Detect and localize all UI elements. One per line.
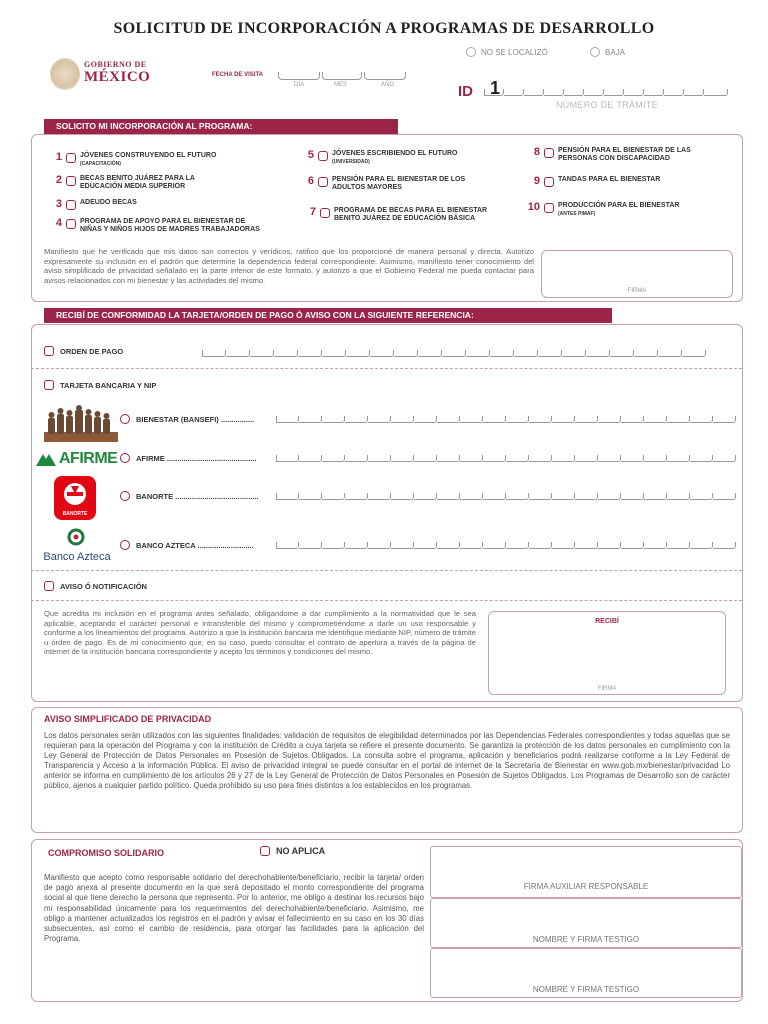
- firma-box-1[interactable]: [541, 250, 733, 298]
- program-8-checkbox[interactable]: [544, 148, 554, 158]
- no-aplica-label: NO APLICA: [276, 846, 326, 856]
- bank-azteca-radio[interactable]: [120, 540, 130, 550]
- baja-option[interactable]: [590, 47, 625, 57]
- bank-bienestar-radio[interactable]: [120, 414, 130, 424]
- bank-afirme-radio[interactable]: [120, 453, 130, 463]
- separator-2: [31, 570, 742, 571]
- program-2-label: BECAS BENITO JUÁREZ PARA LA: [80, 175, 195, 182]
- id-label: ID: [458, 83, 473, 100]
- program-8-label2: PERSONAS CON DISCAPACIDAD: [558, 155, 670, 162]
- no-aplica-checkbox[interactable]: [260, 846, 270, 856]
- program-9[interactable]: [528, 176, 660, 187]
- compromiso-title: COMPROMISO SOLIDARIO: [48, 848, 165, 858]
- bank-azteca-field[interactable]: [276, 542, 736, 549]
- recibi-label: RECIBÍ: [595, 618, 619, 625]
- bank-bienestar-field[interactable]: [276, 416, 736, 423]
- program-section-title: SOLICITO MI INCORPORACIÓN AL PROGRAMA:: [44, 119, 398, 134]
- program-8-label: PENSIÓN PARA EL BIENESTAR DE LAS: [558, 147, 691, 154]
- program-1-label: JÓVENES CONSTRUYENDO EL FUTURO: [80, 152, 217, 159]
- program-10-number: 10: [527, 201, 540, 213]
- logo-line2: MÉXICO: [84, 69, 151, 85]
- banco-azteca-logo: [36, 528, 118, 562]
- afirme-mark-icon: [36, 452, 56, 466]
- testigo-1-label: NOMBRE Y FIRMA TESTIGO: [532, 935, 640, 944]
- testigo-2-label: NOMBRE Y FIRMA TESTIGO: [532, 985, 640, 994]
- bank-banorte-radio[interactable]: [120, 491, 130, 501]
- bienestar-heroes-icon: [44, 404, 118, 442]
- bank-afirme-label: AFIRME ...........................................: [136, 453, 257, 463]
- program-4-label: PROGRAMA DE APOYO PARA EL BIENESTAR DE: [80, 218, 246, 225]
- afirme-logo: [36, 450, 118, 468]
- bank-bienestar-label: BIENESTAR (BANSEFI) ................: [136, 414, 255, 424]
- bank-banorte-option[interactable]: [120, 491, 259, 501]
- program-8-number: 8: [533, 146, 540, 158]
- no-localizo-radio[interactable]: [466, 47, 476, 57]
- bank-afirme-field[interactable]: [276, 455, 736, 462]
- program-2-number: 2: [55, 174, 62, 186]
- program-3[interactable]: [50, 199, 137, 210]
- program-5-checkbox[interactable]: [318, 151, 328, 161]
- bank-afirme-option[interactable]: [120, 453, 256, 463]
- id-value: 1: [490, 78, 501, 98]
- aviso-option[interactable]: [44, 581, 147, 591]
- program-4-label2: NIÑAS Y NIÑOS HIJOS DE MADRES TRABAJADORAS: [80, 226, 260, 233]
- program-1-checkbox[interactable]: [66, 153, 76, 163]
- banorte-mark-icon: [54, 476, 96, 512]
- consent-paragraph: Manifiesto que he verificado que mis datos son correctos y verídicos, ratifico que los proporcioné de manera personal y directa. Autorizo expresamente su inclusión en el padrón que determine la dependencia federal correspondiente. Asimismo, manifiesto tener conocimiento del aviso simplificado de privacidad señalado en la parte inferior de este formato, y autorizo a que el Gobierno Federal me pueda contactar para avisos relacionados con mi bienestar y las actividades del mismo.: [44, 247, 534, 285]
- firma-auxiliar-label: FIRMA AUXILIAR RESPONSABLE: [523, 882, 649, 891]
- banorte-logo: [54, 476, 96, 520]
- tramite-field[interactable]: [484, 89, 728, 96]
- program-7-checkbox[interactable]: [320, 208, 330, 218]
- separator-1: [31, 368, 742, 369]
- no-localizo-option[interactable]: [466, 47, 548, 57]
- program-1-sub: (CAPACITACIÓN): [80, 161, 121, 167]
- program-4-number: 4: [55, 217, 62, 229]
- program-5[interactable]: [302, 150, 458, 166]
- program-3-label: ADEUDO BECAS: [80, 199, 137, 206]
- tramite-caption: NÚMERO DE TRÁMITE: [556, 100, 658, 110]
- orden-pago-option[interactable]: [44, 346, 123, 356]
- tarjeta-label: TARJETA BANCARIA Y NIP: [60, 380, 157, 390]
- banorte-wordmark: BANORTE: [62, 511, 88, 517]
- program-7-label: PROGRAMA DE BECAS PARA EL BIENESTAR: [334, 207, 488, 214]
- program-6[interactable]: [302, 176, 465, 192]
- testigo-1-box[interactable]: [430, 898, 742, 948]
- bank-banorte-field[interactable]: [276, 493, 736, 500]
- program-3-checkbox[interactable]: [66, 200, 76, 210]
- dia-caption: DÍA: [294, 82, 305, 88]
- program-9-number: 9: [533, 175, 540, 187]
- program-10-checkbox[interactable]: [544, 203, 554, 213]
- receipt-section-title: RECIBÍ DE CONFORMIDAD LA TARJETA/ORDEN DE PAGO Ó AVISO CON LA SIGUIENTE REFERENCIA:: [44, 308, 612, 323]
- privacy-title: AVISO SIMPLIFICADO DE PRIVACIDAD: [44, 714, 212, 724]
- form-title: SOLICITUD DE INCORPORACIÓN A PROGRAMAS DE DESARROLLO: [113, 20, 655, 37]
- program-3-number: 3: [55, 198, 62, 210]
- program-2-label2: EDUCACIÓN MEDIA SUPERIOR: [80, 183, 186, 190]
- separator-3: [31, 600, 742, 601]
- program-7[interactable]: [304, 207, 487, 223]
- recibi-box[interactable]: [488, 611, 726, 695]
- orden-pago-label: ORDEN DE PAGO: [60, 346, 124, 356]
- orden-pago-field[interactable]: [202, 350, 706, 357]
- afirme-wordmark: AFIRME: [59, 450, 118, 467]
- fecha-visita-label: FECHA DE VISITA: [212, 72, 264, 78]
- coat-of-arms-icon: [50, 58, 80, 90]
- program-7-number: 7: [309, 206, 316, 218]
- dia-field[interactable]: [278, 72, 320, 80]
- testigo-2-box[interactable]: [430, 948, 742, 998]
- program-10[interactable]: [522, 202, 679, 218]
- gobierno-mexico-logo: [50, 58, 160, 90]
- program-10-sub: (ANTES PIMAF): [558, 211, 596, 217]
- bank-banorte-label: BANORTE ........................................: [136, 491, 259, 501]
- firma-label-2: FIRMA: [597, 686, 617, 692]
- program-2-checkbox[interactable]: [66, 176, 76, 186]
- tarjeta-option[interactable]: [44, 380, 156, 390]
- program-1-number: 1: [55, 151, 62, 163]
- logo-line1: GOBIERNO DE: [84, 60, 147, 69]
- program-5-number: 5: [307, 149, 314, 161]
- baja-radio[interactable]: [590, 47, 600, 57]
- orden-pago-checkbox[interactable]: [44, 346, 54, 356]
- program-6-number: 6: [307, 175, 314, 187]
- no-aplica-option[interactable]: [260, 846, 325, 856]
- aviso-label: AVISO Ó NOTIFICACIÓN: [60, 581, 147, 591]
- bank-azteca-label: BANCO AZTECA ...........................: [136, 540, 254, 550]
- bienestar-logo: [44, 404, 118, 442]
- firma-auxiliar-box[interactable]: [430, 846, 742, 898]
- tarjeta-checkbox[interactable]: [44, 380, 54, 390]
- compromiso-text: Manifiesto que acepto como responsable solidario del derechohabiente/beneficiario, recibir la tarjeta/ orden de pago anexa al presente documento en la que será depositado el monto correspondiente del programa social al que tiene derecho la persona que represento. Por lo anterior, me obligo a destinar los recursos bajo mi responsabilidad únicamente para los requerimientos del derechohabiente/beneficiario. Asimismo, me obligo a mantener actualizados los registros en el padrón y avisar el fallecimiento en su caso en los 30 días subsecuentes, así como el cambio de residencia, para otorgar las facilidades para la aplicación del Programa.: [44, 873, 424, 944]
- program-5-sub: (UNIVERSIDAD): [332, 159, 370, 165]
- program-6-label2: ADULTOS MAYORES: [332, 184, 402, 191]
- program-2[interactable]: [50, 175, 195, 191]
- anio-caption: AÑO: [381, 82, 395, 88]
- program-5-label: JÓVENES ESCRIBIENDO EL FUTURO: [332, 150, 458, 157]
- mes-field[interactable]: [322, 72, 362, 80]
- firma-label-1: FIRMA: [627, 288, 647, 294]
- program-6-label: PENSIÓN PARA EL BIENESTAR DE LOS: [332, 176, 466, 183]
- bank-bienestar-option[interactable]: [120, 414, 254, 424]
- no-localizo-label: NO SE LOCALIZÓ: [481, 47, 548, 57]
- anio-field[interactable]: [364, 72, 406, 80]
- program-10-label: PRODUCCIÓN PARA EL BIENESTAR: [558, 202, 680, 209]
- receipt-paragraph: Que acredita mi inclusión en el programa antes señalado, obligandome a dar cumplimiento a la normatividad que le sea aplicable, aceptando el carácter personal e intransferible del mismo y comprometiéndome a darle un uso responsable y conforme a los lineamientos del programa. Autorizo a que la institución bancaria me identifique mediante NIP, número de trámite u órden de pago. Es de mi conocimiento que, en su caso, puedo consultar el contrato de apertura a través de la página de internet de la institución bancaria correspondiente y acepto los términos y condiciones del mismo.: [44, 609, 476, 657]
- privacy-text: Los datos personales serán utilizados con las siguientes finalidades: validación de requisitos de elegibilidad determinados por las Dependencias Federales correspondientes y todas aquellas que se requieran para la operación del Programa y con la institución de Crédito a cuya tarjeta se refiere el presente documento. Se garantiza la protección de los datos personales en cumplimiento con la Ley General de Protección de Datos Personales en Posesión de Sujetos Obligados. La consulta sobre el programa, aplicación y beneficiarios podrá realizarse conforme a la Ley Federal de Transparencia y Acceso a la información Pública. El aviso de privacidad integral se puede consultar en el portal de internet de la Secretaría de Bienestar en www.gob.mx/bienestar/privacidad Lo anterior se informa en cumplimiento de los artículos 26 y 27 de la Ley General de Protección de Datos Personales en Posesión de Sujetos Obligados. Los Programas de Desarrollo son de carácter público, ajenos a cualquier partido político. Queda prohibido su uso para fines distintos a los establecidos en los programas.: [44, 731, 730, 791]
- aviso-checkbox[interactable]: [44, 581, 54, 591]
- program-6-checkbox[interactable]: [318, 177, 328, 187]
- program-9-checkbox[interactable]: [544, 177, 554, 187]
- bank-azteca-option[interactable]: [120, 540, 254, 550]
- program-8[interactable]: [528, 147, 691, 163]
- program-9-label: TANDAS PARA EL BIENESTAR: [558, 176, 661, 183]
- azteca-wordmark: Banco Azteca: [43, 551, 111, 563]
- azteca-mark-icon: [36, 528, 118, 546]
- program-1[interactable]: [50, 152, 216, 168]
- baja-label: BAJA: [605, 47, 626, 57]
- mes-caption: MES: [334, 82, 348, 88]
- program-7-label2: BENITO JUÁREZ DE EDUCACIÓN BÁSICA: [334, 215, 476, 222]
- program-4[interactable]: [50, 218, 260, 234]
- program-4-checkbox[interactable]: [66, 219, 76, 229]
